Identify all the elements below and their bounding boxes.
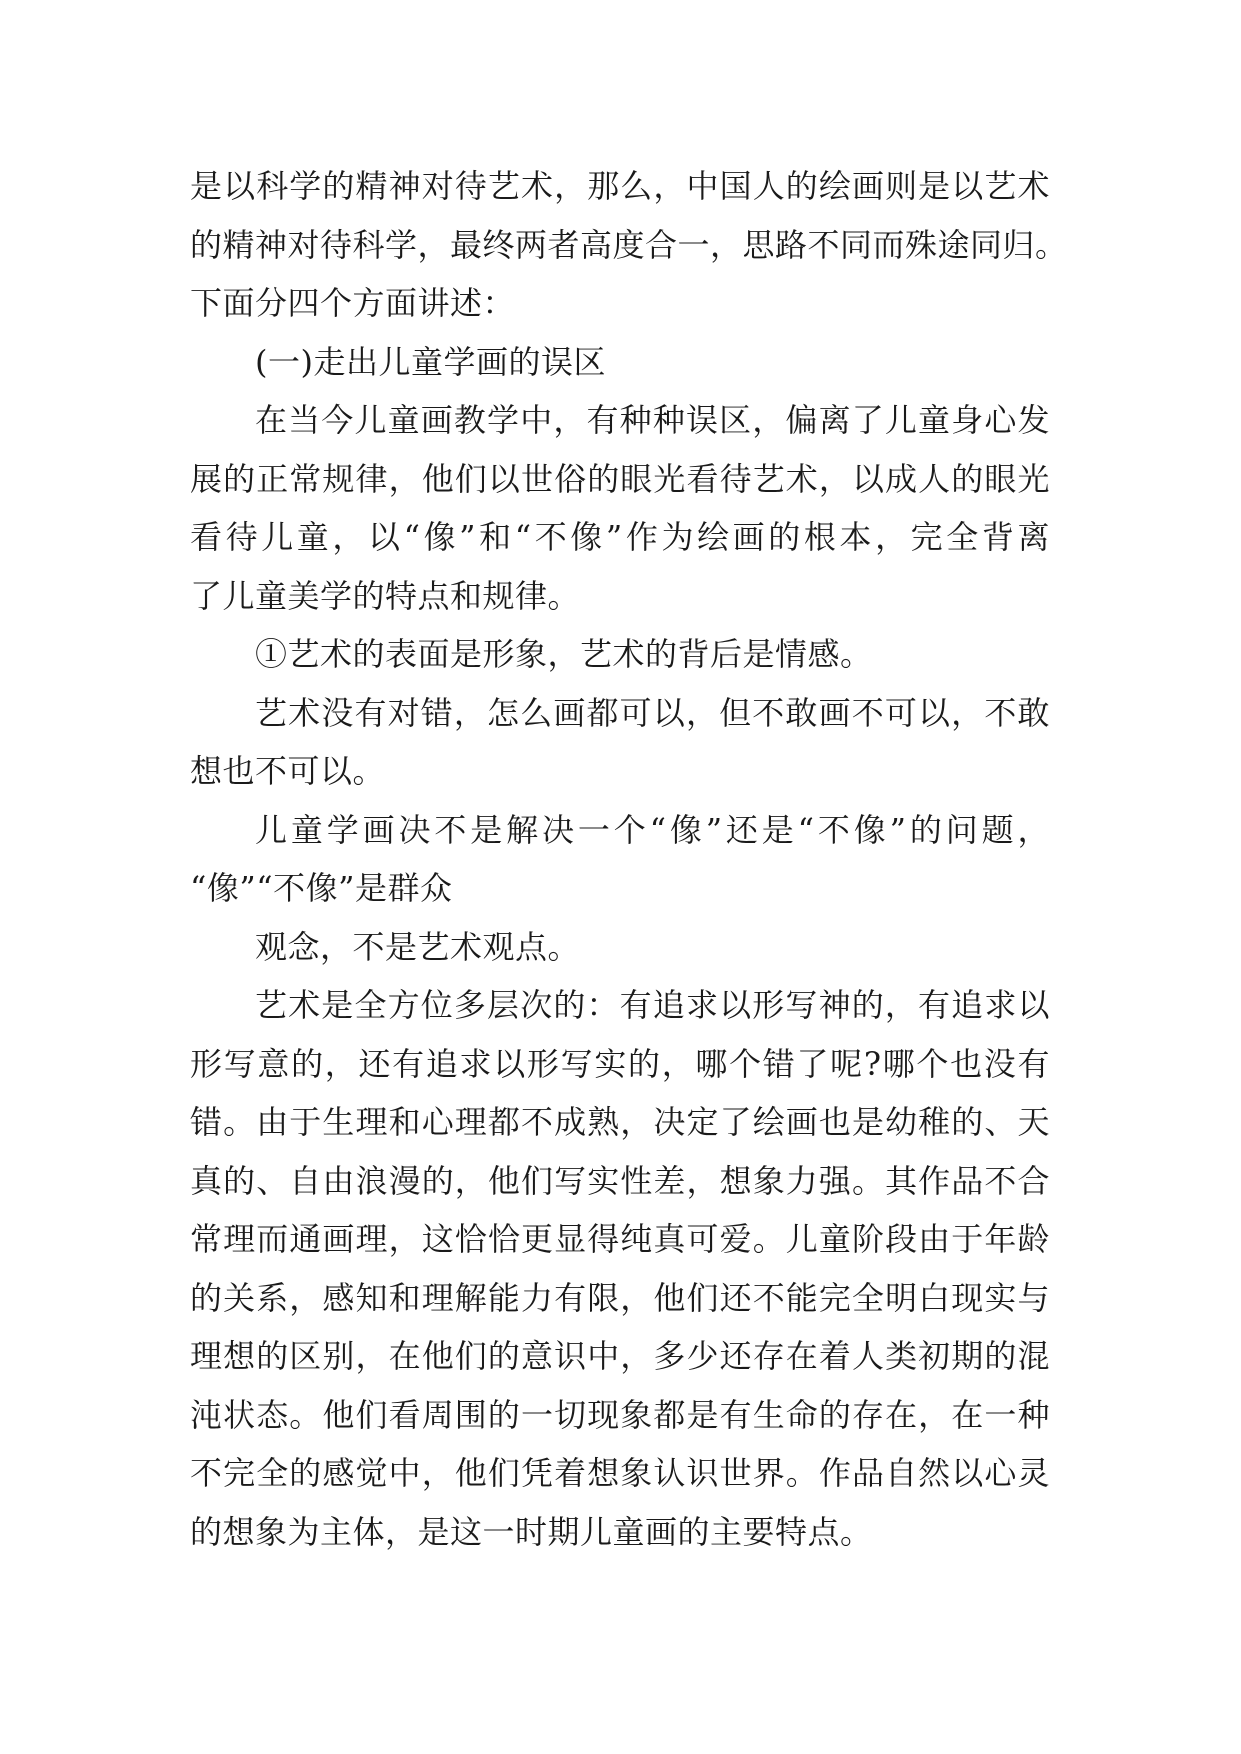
text-line: 的想象为主体，是这一时期儿童画的主要特点。 bbox=[190, 1513, 873, 1551]
text-line: 沌状态。他们看周围的一切现象都是有生命的存在，在一种 bbox=[190, 1396, 1050, 1434]
text-line: 的精神对待科学，最终两者高度合一，思路不同而殊途同归。 bbox=[190, 226, 1068, 264]
text-line: 的关系，感知和理解能力有限，他们还不能完全明白现实与 bbox=[190, 1279, 1050, 1317]
text-line: 观念，不是艺术观点。 bbox=[255, 928, 581, 966]
text-line: 错。由于生理和心理都不成熟，决定了绘画也是幼稚的、天 bbox=[190, 1103, 1050, 1141]
text-line: 理想的区别，在他们的意识中，多少还存在着人类初期的混 bbox=[190, 1337, 1050, 1375]
text-line: 看待儿童，以“像”和“不像”作为绘画的根本，完全背离 bbox=[190, 518, 1050, 556]
text-line: 艺术没有对错，怎么画都可以，但不敢画不可以，不敢 bbox=[255, 694, 1050, 732]
text-line: 真的、自由浪漫的，他们写实性差，想象力强。其作品不合 bbox=[190, 1162, 1050, 1200]
text-line: “像”“不像”是群众 bbox=[190, 869, 453, 907]
text-line: 形写意的，还有追求以形写实的，哪个错了呢?哪个也没有 bbox=[190, 1045, 1050, 1083]
text-line: 想也不可以。 bbox=[190, 752, 386, 790]
text-line: 儿童学画决不是解决一个“像”还是“不像”的问题， bbox=[255, 811, 1050, 849]
text-line: 下面分四个方面讲述： bbox=[190, 284, 516, 322]
text-line: 是以科学的精神对待艺术，那么，中国人的绘画则是以艺术 bbox=[190, 167, 1050, 205]
text-line: 艺术是全方位多层次的：有追求以形写神的，有追求以 bbox=[255, 986, 1050, 1024]
text-line: 在当今儿童画教学中，有种种误区，偏离了儿童身心发 bbox=[255, 401, 1050, 439]
section-heading: (一)走出儿童学画的误区 bbox=[255, 343, 606, 381]
text-line: 展的正常规律，他们以世俗的眼光看待艺术，以成人的眼光 bbox=[190, 460, 1050, 498]
text-line: 不完全的感觉中，他们凭着想象认识世界。作品自然以心灵 bbox=[190, 1454, 1050, 1492]
text-line: 了儿童美学的特点和规律。 bbox=[190, 577, 581, 615]
text-line: 常理而通画理，这恰恰更显得纯真可爱。儿童阶段由于年龄 bbox=[190, 1220, 1050, 1258]
text-line: ①艺术的表面是形象，艺术的背后是情感。 bbox=[255, 635, 873, 673]
